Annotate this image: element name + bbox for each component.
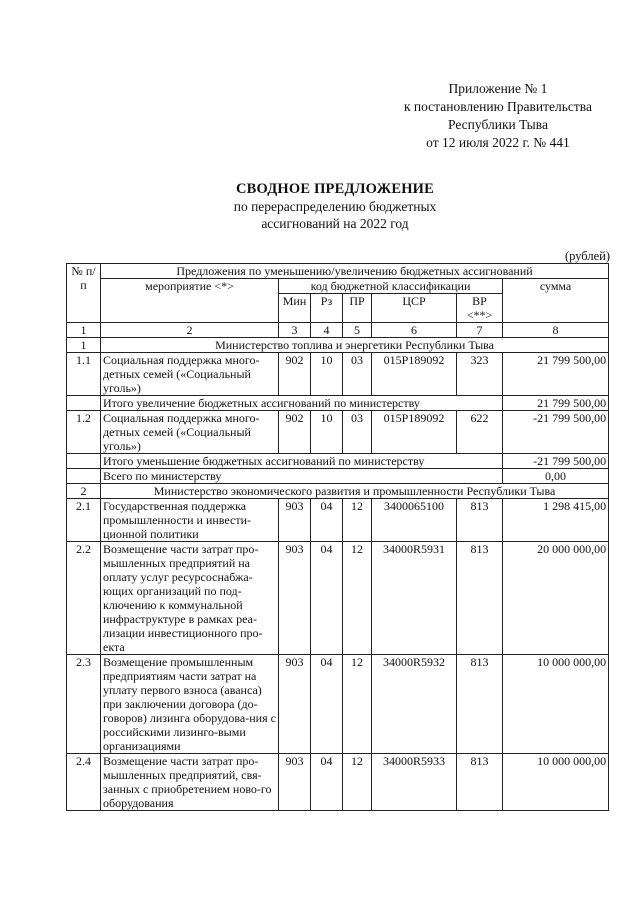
total-sum: -21 799 500,00	[503, 454, 609, 469]
header-min: Мин	[279, 294, 311, 323]
row-event: Социальная поддержка много-детных семей («Социальный уголь»)	[101, 411, 279, 454]
total-row	[67, 454, 609, 469]
row-vr: 813	[457, 655, 503, 754]
row-event: Государственная поддержка промышленности и инвести-ционной политики	[101, 499, 279, 542]
row-rz: 04	[311, 499, 343, 542]
row-csr: 015P189092	[372, 411, 457, 454]
row-min: 903	[279, 499, 311, 542]
header-code: код бюджетной классификации	[279, 279, 503, 294]
row-num: 1.1	[67, 353, 101, 396]
column-index: 1	[67, 323, 101, 338]
row-num: 2.1	[67, 499, 101, 542]
table-row	[67, 411, 609, 454]
document-subtitle: ассигнований на 2022 год	[261, 216, 409, 231]
header-proposals: Предложения по уменьшению/увеличению бюджетных ассигнований	[101, 264, 609, 279]
column-index: 8	[503, 323, 609, 338]
total-row	[67, 396, 609, 411]
row-pr: 12	[343, 542, 372, 655]
row-rz: 04	[311, 754, 343, 811]
row-rz: 04	[311, 542, 343, 655]
row-event: Возмещение части затрат про-мышленных предприятий, свя-занных с приобретением ново-го оборудования	[101, 754, 279, 811]
section-num: 1	[67, 338, 101, 353]
row-sum: 1 298 415,00	[503, 499, 609, 542]
section-name: Министерство топлива и энергетики Республики Тыва	[101, 338, 609, 353]
table-row	[67, 499, 609, 542]
total-sum: 0,00	[503, 469, 609, 484]
row-num: 2.3	[67, 655, 101, 754]
total-label: Итого уменьшение бюджетных ассигнований по министерству	[101, 454, 503, 469]
row-sum: 10 000 000,00	[503, 655, 609, 754]
appendix-line: Республики Тыва	[448, 117, 548, 132]
header-rz: Рз	[311, 294, 343, 323]
column-index-row	[67, 323, 609, 338]
header-sum: сумма	[503, 279, 609, 323]
row-csr: 34000R5932	[372, 655, 457, 754]
row-event: Возмещение части затрат про-мышленных предприятий на оплату услуг ресурсоснабжа-ющих организаций по под-ключению к коммунальной инфраструктуре в рамках реа-лизации инвестиционного про-екта	[101, 542, 279, 655]
row-pr: 12	[343, 754, 372, 811]
row-sum: 10 000 000,00	[503, 754, 609, 811]
row-num: 2.2	[67, 542, 101, 655]
appendix-line: Приложение № 1	[448, 81, 548, 96]
table-row	[67, 353, 609, 396]
total-sum: 21 799 500,00	[503, 396, 609, 411]
empty-cell	[67, 469, 101, 484]
appendix-line: к постановлению Правительства	[403, 99, 592, 114]
row-sum: 21 799 500,00	[503, 353, 609, 396]
row-rz: 04	[311, 655, 343, 754]
row-min: 903	[279, 754, 311, 811]
header-pr: ПР	[343, 294, 372, 323]
column-index: 5	[343, 323, 372, 338]
total-row	[67, 469, 609, 484]
section-row	[67, 484, 609, 499]
column-index: 2	[101, 323, 279, 338]
row-pr: 12	[343, 655, 372, 754]
row-vr: 323	[457, 353, 503, 396]
header-num: № п/п	[67, 264, 101, 323]
header-row	[67, 264, 609, 279]
row-event: Возмещение промышленным предприятиям части затрат на уплату первого взноса (аванса) при заключении договора (до-говоров) лизинга оборудова-ния с российскими лизинго-выми организациями	[101, 655, 279, 754]
appendix-block	[404, 80, 592, 152]
header-event: мероприятие <*>	[101, 279, 279, 323]
row-num: 2.4	[67, 754, 101, 811]
row-vr: 813	[457, 542, 503, 655]
row-csr: 015P189092	[372, 353, 457, 396]
row-pr: 03	[343, 353, 372, 396]
budget-table	[66, 263, 609, 811]
row-pr: 03	[343, 411, 372, 454]
header-csr: ЦСР	[372, 294, 457, 323]
row-num: 1.2	[67, 411, 101, 454]
column-index: 4	[311, 323, 343, 338]
header-vr: ВР <**>	[457, 294, 503, 323]
row-vr: 813	[457, 754, 503, 811]
section-row	[67, 338, 609, 353]
column-index: 6	[372, 323, 457, 338]
row-min: 903	[279, 542, 311, 655]
row-rz: 10	[311, 411, 343, 454]
document-title: СВОДНОЕ ПРЕДЛОЖЕНИЕ	[235, 181, 435, 197]
total-label: Всего по министерству	[101, 469, 503, 484]
row-min: 903	[279, 655, 311, 754]
row-sum: 20 000 000,00	[503, 542, 609, 655]
table-row	[67, 754, 609, 811]
document-subtitle: по перераспределению бюджетных	[233, 199, 437, 214]
row-vr: 622	[457, 411, 503, 454]
row-min: 902	[279, 411, 311, 454]
row-vr: 813	[457, 499, 503, 542]
row-min: 902	[279, 353, 311, 396]
header-row	[67, 279, 609, 294]
row-sum: -21 799 500,00	[503, 411, 609, 454]
row-rz: 10	[311, 353, 343, 396]
section-name: Министерство экономического развития и промышленности Республики Тыва	[101, 484, 609, 499]
row-csr: 34000R5933	[372, 754, 457, 811]
row-event: Социальная поддержка много-детных семей («Социальный уголь»)	[101, 353, 279, 396]
row-csr: 3400065100	[372, 499, 457, 542]
table-row	[67, 655, 609, 754]
document-title-block	[0, 180, 640, 232]
empty-cell	[67, 396, 101, 411]
row-csr: 34000R5931	[372, 542, 457, 655]
empty-cell	[67, 454, 101, 469]
column-index: 7	[457, 323, 503, 338]
row-pr: 12	[343, 499, 372, 542]
table-row	[67, 542, 609, 655]
units-label: (рублей)	[564, 249, 610, 263]
column-index: 3	[279, 323, 311, 338]
section-num: 2	[67, 484, 101, 499]
appendix-line: от 12 июля 2022 г. № 441	[426, 135, 570, 150]
total-label: Итого увеличение бюджетных ассигнований по министерству	[101, 396, 503, 411]
